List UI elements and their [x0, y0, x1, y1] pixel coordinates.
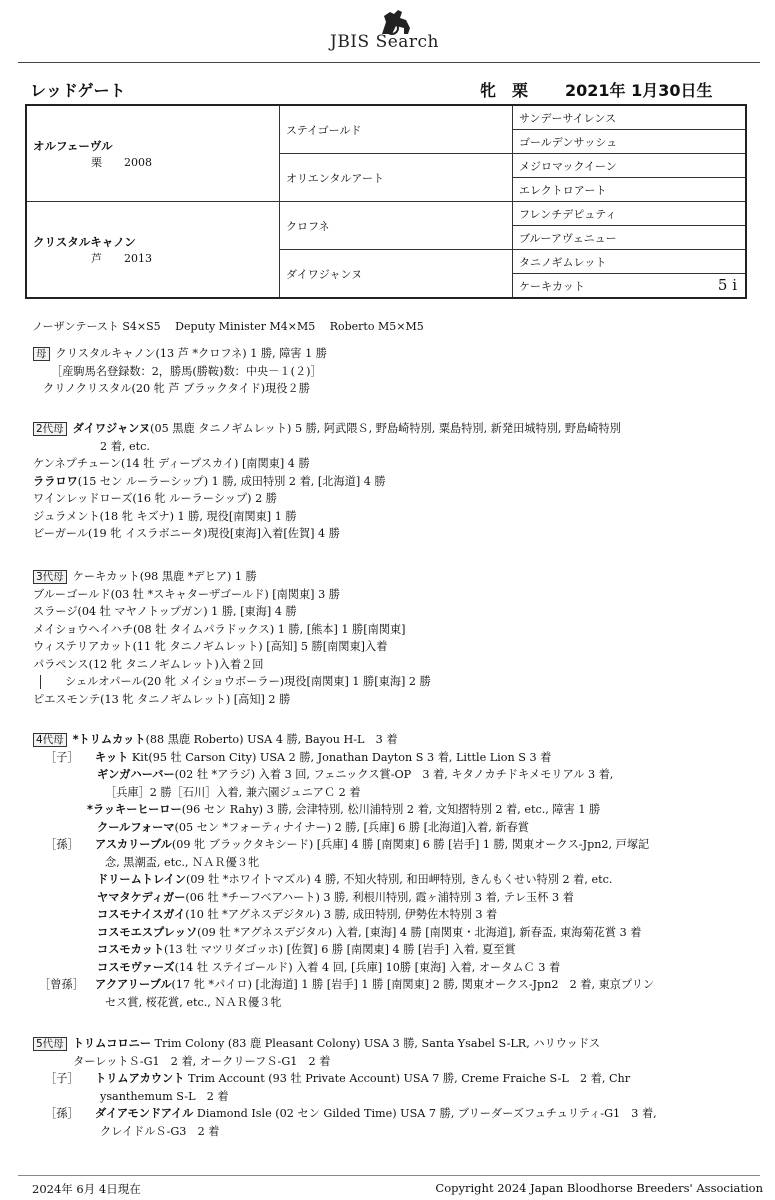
pedigree-g3-cell[interactable]: フレンチデピュティ — [513, 202, 747, 226]
gen4-dam-name: *トリムカット — [72, 733, 146, 746]
gen4-tag: 4代母 — [33, 733, 67, 747]
horse-birth: 2021年 1月30日生 — [565, 81, 713, 100]
children-label: ［子］ — [45, 1072, 79, 1085]
great-grandchildren-label: ［曾孫］ — [39, 978, 84, 991]
footer-date: 2024年 6月 4日現在 — [32, 1182, 141, 1196]
gen4-child-record: (02 牡 *アラジ) 入着 3 回, フェニックス賞-OP 3 着, キタノカチドキメモリアル 3 着, — [174, 768, 614, 781]
gen4-grandchild-name: コスモエスプレッソ — [97, 925, 198, 939]
pedigree-table — [25, 104, 747, 299]
pedigree-g2-cell[interactable]: クロフネ — [280, 202, 513, 250]
gen2-tag: 2代母 — [33, 422, 67, 436]
horse-name: レッドゲート — [30, 81, 126, 100]
gen4-grandchild-name: ドリームトレイン — [97, 873, 186, 886]
gen5-tag: 5代母 — [33, 1037, 67, 1051]
gen5-section — [25, 1035, 755, 1140]
dam-cell[interactable] — [26, 202, 280, 299]
gen5-dam-record: Trim Colony (83 鹿 Pleasant Colony) USA 3 勝, Santa Ysabel S-LR, ハリウッドス — [151, 1037, 601, 1050]
gen4-great-grandchild-name: アクアリーブル — [95, 978, 172, 991]
gen2-offspring-record: ケンネプチューン(14 牡 ディープスカイ) [南関東] 4 勝 — [33, 457, 310, 470]
gen4-grandchild-record: (06 牡 *チーフベアハート) 3 勝, 利根川特別, 霞ヶ浦特別 3 着, テレ玉杯 3 着 — [185, 890, 574, 904]
gen5-child-record: Trim Account (93 牡 Private Account) USA 7 勝, Creme Fraiche S-L 2 着, Chr — [184, 1072, 631, 1085]
gen2-section — [25, 420, 755, 543]
gen4-grandchild-record: (09 牡 *ホワイトマズル) 4 勝, 不知火特別, 和田岬特別, きんもくせい特別 2 着, etc. — [185, 873, 613, 886]
grandchildren-label: ［孫］ — [45, 838, 79, 851]
horse-color: 栗 — [512, 81, 529, 100]
gen3-offspring: メイショウヘイハチ(08 牡 タイムパラドックス) 1 勝, [熊本] 1 勝[南関東] — [33, 622, 406, 636]
gen4-grandchild-record: (13 牡 マツリダゴッホ) [佐賀] 6 勝 [南関東] 4 勝 [岩手] 入着, 夏至賞 — [164, 943, 516, 956]
pedigree-g3-cell[interactable]: メジロマックイーン — [513, 154, 747, 178]
gen3-offspring: パラペンス(12 牝 タニノギムレット)入着２回 — [33, 657, 264, 671]
gen3-grandchild: シェルオパール(20 牝 メイショウボーラー)現役[南関東] 1 勝[東海] 2 勝 — [65, 675, 431, 688]
header-divider — [18, 62, 760, 63]
dam-section — [25, 345, 755, 398]
gen4-child-record: Kit(95 牡 Carson City) USA 2 勝, Jonathan Dayton S 3 着, Little Lion S 3 着 — [128, 750, 552, 764]
horse-sex-color — [480, 78, 528, 101]
gen4-grandchild-record-cont: 念, 黒潮盃, etc., ＮＡＲ優３牝 — [105, 855, 260, 869]
header — [0, 0, 775, 62]
gen4-great-grandchild-record-cont: セス賞, 桜花賞, etc., ＮＡＲ優３牝 — [105, 995, 282, 1009]
dam-line: クリスタルキャノン(13 芦 *クロフネ) 1 勝, 障害 1 勝 — [55, 347, 327, 360]
pedigree-g3-cell[interactable]: サンデーサイレンス — [513, 105, 747, 130]
descendant-bar — [40, 675, 41, 689]
inbreed-indicator: 5 i — [717, 276, 737, 294]
grandchildren-label: ［孫］ — [45, 1107, 79, 1120]
dam-info: 芦 2013 — [91, 251, 152, 265]
dam-name: クリスタルキャノン — [33, 234, 136, 249]
sire-name: オルフェーヴル — [33, 138, 113, 153]
pedigree-g3-name: ケーキカット — [519, 279, 585, 293]
dam-line: ［産駒馬名登録数：2，勝馬(勝鞍)数：中央－１(２)］ — [51, 364, 322, 378]
gen4-child-name: クールフォーマ — [97, 820, 175, 834]
horse-sex: 牝 — [480, 81, 497, 100]
pedigree-g3-cell[interactable]: タニノギムレット — [513, 250, 747, 274]
gen3-section — [25, 568, 755, 708]
gen4-grandchild-name: アスカリーブル — [95, 838, 172, 851]
gen4-grandchild-record: (09 牝 ブラックタキシード) [兵庫] 4 勝 [南関東] 6 勝 [岩手] 1 勝, 関東オークス-Jpn2, 戸塚記 — [171, 838, 650, 851]
gen3-offspring: ウィステリアカット(11 牝 タニノギムレット) [高知] 5 勝[南関東]入着 — [33, 640, 388, 653]
gen4-great-grandchild-record: (17 牝 *パイロ) [北海道] 1 勝 [岩手] 1 勝 [南関東] 2 勝, 関東オークス-Jpn2 2 着, 東京プリン — [171, 978, 655, 991]
gen3-offspring: ピエスモンテ(13 牝 タニノギムレット) [高知] 2 勝 — [33, 692, 291, 706]
gen4-child-name: ギンガハーバー — [97, 768, 175, 781]
gen2-offspring-record: ビーガール(19 牝 イスラボニータ)現役[東海]入着[佐賀] 4 勝 — [33, 527, 340, 540]
gen4-child-record: (05 セン *フォーティナイナー) 2 勝, [兵庫] 6 勝 [北海道]入着, 新春賞 — [174, 820, 529, 834]
gen2-dam-record: (05 黒鹿 タニノギムレット) 5 勝, 阿武隈Ｓ, 野島崎特別, 粟島特別, 新発田城特別, 野島崎特別 — [150, 422, 621, 435]
pedigree-g2-cell[interactable]: オリエンタルアート — [280, 154, 513, 202]
gen2-offspring-record: ワインレッドローズ(16 牝 ルーラーシップ) 2 勝 — [33, 492, 277, 505]
gen4-grandchild-record: (14 牡 ステイゴールド) 入着 4 回, [兵庫] 10勝 [東海] 入着, オータムＣ 3 着 — [174, 960, 561, 974]
gen2-dam-record-cont: 2 着, etc. — [100, 439, 150, 453]
dam-line: クリノクリスタル(20 牝 芦 ブラックタイド)現役２勝 — [43, 382, 310, 395]
logo-text: JBIS Search — [330, 32, 440, 52]
gen5-dam-name: トリムコロニー — [72, 1037, 152, 1050]
jbis-logo[interactable] — [330, 8, 470, 54]
gen4-grandchild-record: (09 牡 *アグネスデジタル) 入着, [東海] 4 勝 [南関東・北海道], 新春盃, 東海菊花賞 3 着 — [197, 925, 642, 939]
pedigree-g3-cell[interactable]: ゴールデンサッシュ — [513, 130, 747, 154]
dam-tag: 母 — [33, 347, 50, 361]
footer-divider — [18, 1175, 760, 1176]
sire-cell[interactable] — [26, 105, 280, 202]
gen5-grandchild-record-cont: クレイドルＳ-G3 2 着 — [100, 1124, 220, 1138]
footer-copyright: Copyright 2024 Japan Bloodhorse Breeders' Association — [435, 1181, 763, 1195]
sire-info: 栗 2008 — [91, 155, 152, 169]
gen4-section — [25, 731, 755, 1011]
gen5-grandchild-name: ダイアモンドアイル — [95, 1107, 194, 1120]
gen4-child-record: (96 セン Rahy) 3 勝, 会津特別, 松川浦特別 2 着, 文知摺特別 2 着, etc., 障害 1 勝 — [181, 803, 601, 816]
gen2-offspring-name: ララロワ — [33, 474, 78, 488]
pedigree-g2-cell[interactable]: ステイゴールド — [280, 105, 513, 154]
gen4-child-name: *ラッキーヒーロー — [87, 803, 182, 816]
gen2-offspring-record: (15 セン ルーラーシップ) 1 勝, 成田特別 2 着, [北海道] 4 勝 — [77, 474, 386, 488]
gen4-dam-record: (88 黒鹿 Roberto) USA 4 勝, Bayou H-L 3 着 — [145, 733, 398, 746]
gen4-grandchild-record: (10 牡 *アグネスデジタル) 3 勝, 成田特別, 伊勢佐木特別 3 着 — [185, 908, 498, 921]
gen3-tag: 3代母 — [33, 570, 67, 584]
gen4-grandchild-name: ヤマタケディガー — [97, 890, 186, 904]
pedigree-g3-cell[interactable] — [513, 274, 747, 299]
gen4-child-record-cont: ［兵庫］2 勝［石川］入着, 兼六園ジュニアＣ 2 着 — [105, 785, 361, 799]
gen3-offspring: ブルーゴールド(03 牡 *スキャターザゴールド) [南関東] 3 勝 — [33, 587, 340, 601]
gen5-grandchild-record: Diamond Isle (02 セン Gilded Time) USA 7 勝, ブリーダーズフュチュリティ-G1 3 着, — [193, 1107, 657, 1120]
gen4-grandchild-name: コスモナイスガイ — [97, 908, 186, 921]
gen5-dam-record-cont: ターレットＳ-G1 2 着, オークリーフＳ-G1 2 着 — [73, 1054, 331, 1068]
gen4-grandchild-name: コスモヴァーズ — [97, 960, 175, 974]
inbreeding-cross: ノーザンテースト S4×S5 Deputy Minister M4×M5 Roberto M5×M5 — [32, 320, 424, 333]
pedigree-g2-cell[interactable]: ダイワジャンヌ — [280, 250, 513, 299]
gen3-dam-record: ケーキカット(98 黒鹿 *デヒア) 1 勝 — [72, 570, 257, 583]
gen5-child-name: トリムアカウント — [95, 1072, 185, 1085]
gen2-offspring-record: ジュラメント(18 牝 キズナ) 1 勝, 現役[南関東] 1 勝 — [33, 509, 297, 523]
gen4-grandchild-name: コスモカット — [97, 943, 165, 956]
pedigree-g3-cell[interactable]: エレクトロアート — [513, 178, 747, 202]
gen5-child-record-cont: ysanthemum S-L 2 着 — [100, 1089, 229, 1103]
gen2-dam-name: ダイワジャンヌ — [72, 422, 151, 435]
children-label: ［子］ — [45, 750, 79, 764]
pedigree-g3-cell[interactable]: ブルーアヴェニュー — [513, 226, 747, 250]
gen4-child-name: キット — [95, 750, 129, 764]
gen3-offspring: スラージ(04 牡 マヤノトップガン) 1 勝, [東海] 4 勝 — [33, 605, 297, 618]
